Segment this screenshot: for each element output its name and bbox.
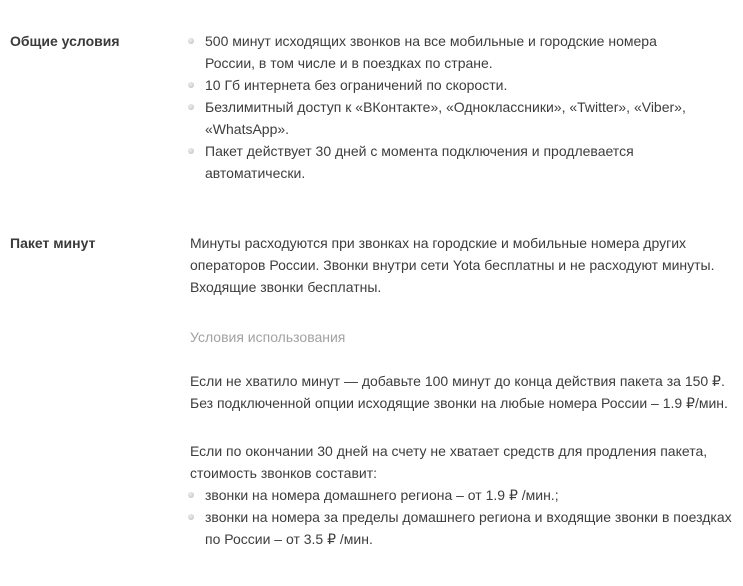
bullet-icon [188, 104, 194, 110]
bullet-icon [188, 82, 194, 88]
section-general-conditions-content [190, 30, 738, 184]
section-minutes-package [10, 232, 738, 550]
section-minutes-package-content [190, 232, 738, 550]
list-item [190, 484, 738, 506]
list-item [190, 506, 738, 550]
list-item-text: Пакет действует 30 дней с момента подключения и продлевается автоматически. [205, 143, 634, 181]
bullet-icon [188, 148, 194, 154]
list-item-text: 500 минут исходящих звонков на все мобильные и городские номера России, в том числе и в поездках по стране. [205, 33, 657, 71]
usage-terms-subheading: Условия использования [190, 329, 346, 345]
list-item [190, 74, 695, 96]
list-item-text: звонки на номера за пределы домашнего региона и входящие звонки в поездках по России – от 3.5 ₽ /мин. [205, 509, 732, 547]
section-minutes-package-label: Пакет минут [10, 235, 96, 251]
list-item [190, 96, 695, 140]
general-conditions-list [190, 30, 738, 184]
bullet-icon [188, 514, 194, 520]
expiry-pricing-list [190, 484, 738, 550]
section-general-conditions-label: Общие условия [10, 33, 120, 49]
bullet-icon [188, 492, 194, 498]
bullet-icon [188, 38, 194, 44]
add-minutes-paragraph: Если не хватило минут — добавьте 100 минут до конца действия пакета за 150 ₽. Без подключенной опции исходящие звонки на любые номера России – 1.9 ₽/мин. [190, 373, 728, 411]
minutes-intro-paragraph: Минуты расходуются при звонках на городские и мобильные номера других операторов России. Звонки внутри сети Yota бесплатны и не расходуют минуты. Входящие звонки бесплатны. [190, 235, 715, 295]
section-general-conditions [10, 30, 738, 184]
list-item-text: Безлимитный доступ к «ВКонтакте», «Одноклассники», «Twitter», «Viber», «WhatsApp». [205, 99, 686, 137]
list-item-text: 10 Гб интернета без ограничений по скорости. [205, 77, 508, 93]
list-item [190, 30, 695, 74]
list-item-text: звонки на номера домашнего региона – от 1.9 ₽ /мин.; [205, 487, 559, 503]
expiry-paragraph: Если по окончании 30 дней на счету не хватает средств для продления пакета, стоимость звонков составит: [190, 443, 708, 481]
list-item [190, 140, 695, 184]
